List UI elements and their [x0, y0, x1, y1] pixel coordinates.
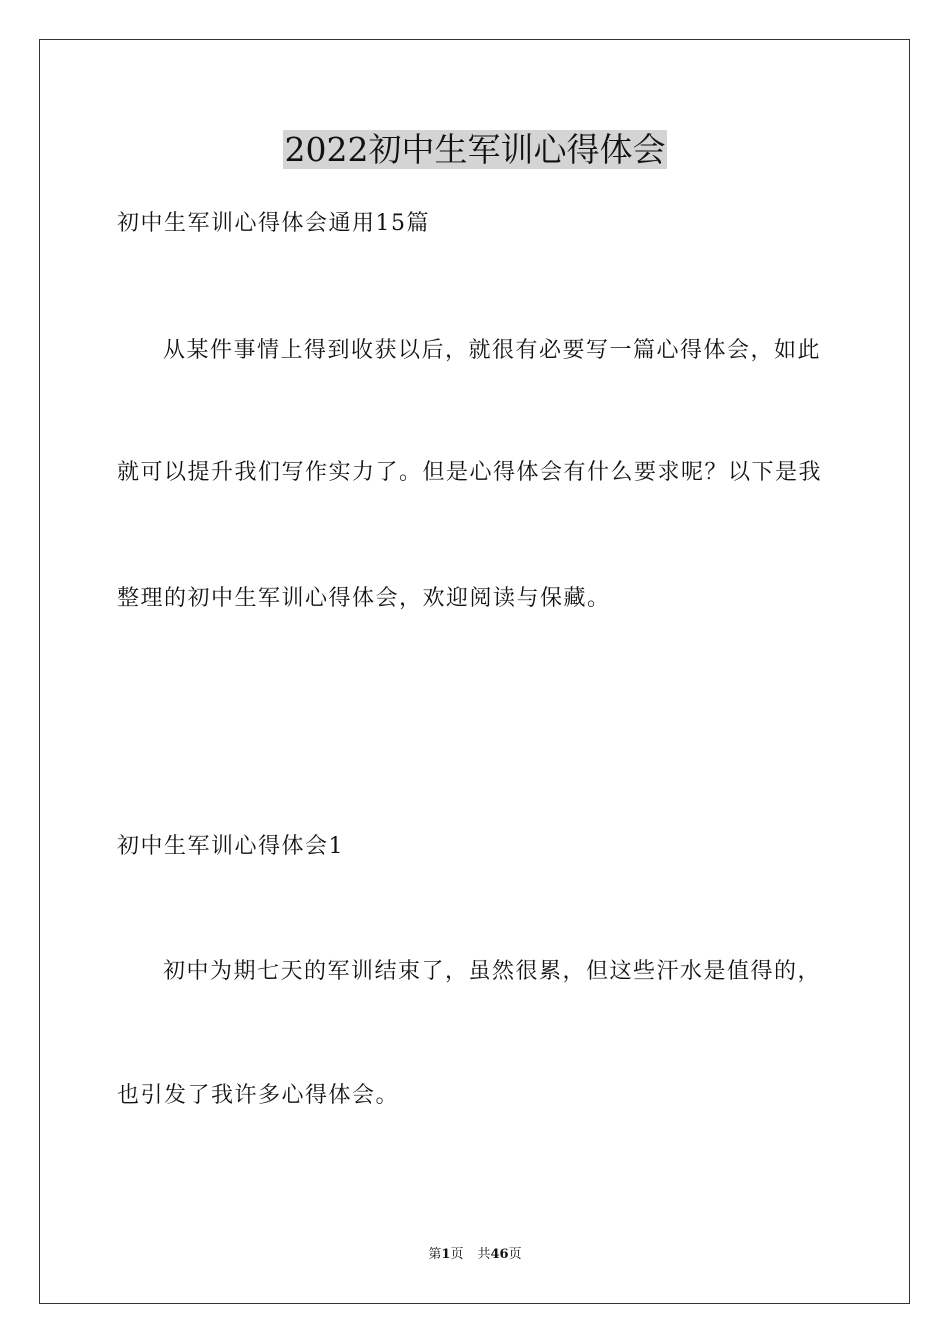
section-line-2: 也引发了我许多心得体会。 [117, 1083, 400, 1108]
footer-total-prefix: 共 [477, 1247, 491, 1262]
intro-line-1: 从某件事情上得到收获以后，就很有必要写一篇心得体会，如此 [163, 338, 822, 363]
section-heading: 初中生军训心得体会1 [117, 834, 344, 859]
footer-total-suffix: 页 [508, 1247, 522, 1262]
intro-line-2: 就可以提升我们写作实力了。但是心得体会有什么要求呢？以下是我 [117, 460, 823, 485]
footer-page-total: 46 [490, 1247, 509, 1262]
intro-line-3: 整理的初中生军训心得体会，欢迎阅读与保藏。 [117, 586, 611, 611]
document-subtitle: 初中生军训心得体会通用15篇 [117, 211, 430, 236]
document-title [0, 126, 950, 174]
footer-page-suffix: 页 [450, 1247, 464, 1262]
page-footer [0, 1246, 950, 1264]
document-title-text: 2022初中生军训心得体会 [284, 130, 666, 169]
section-line-1: 初中为期七天的军训结束了，虽然很累，但这些汗水是值得的， [163, 959, 822, 984]
footer-page-prefix: 第 [428, 1247, 442, 1262]
footer-page-current: 1 [441, 1247, 451, 1262]
